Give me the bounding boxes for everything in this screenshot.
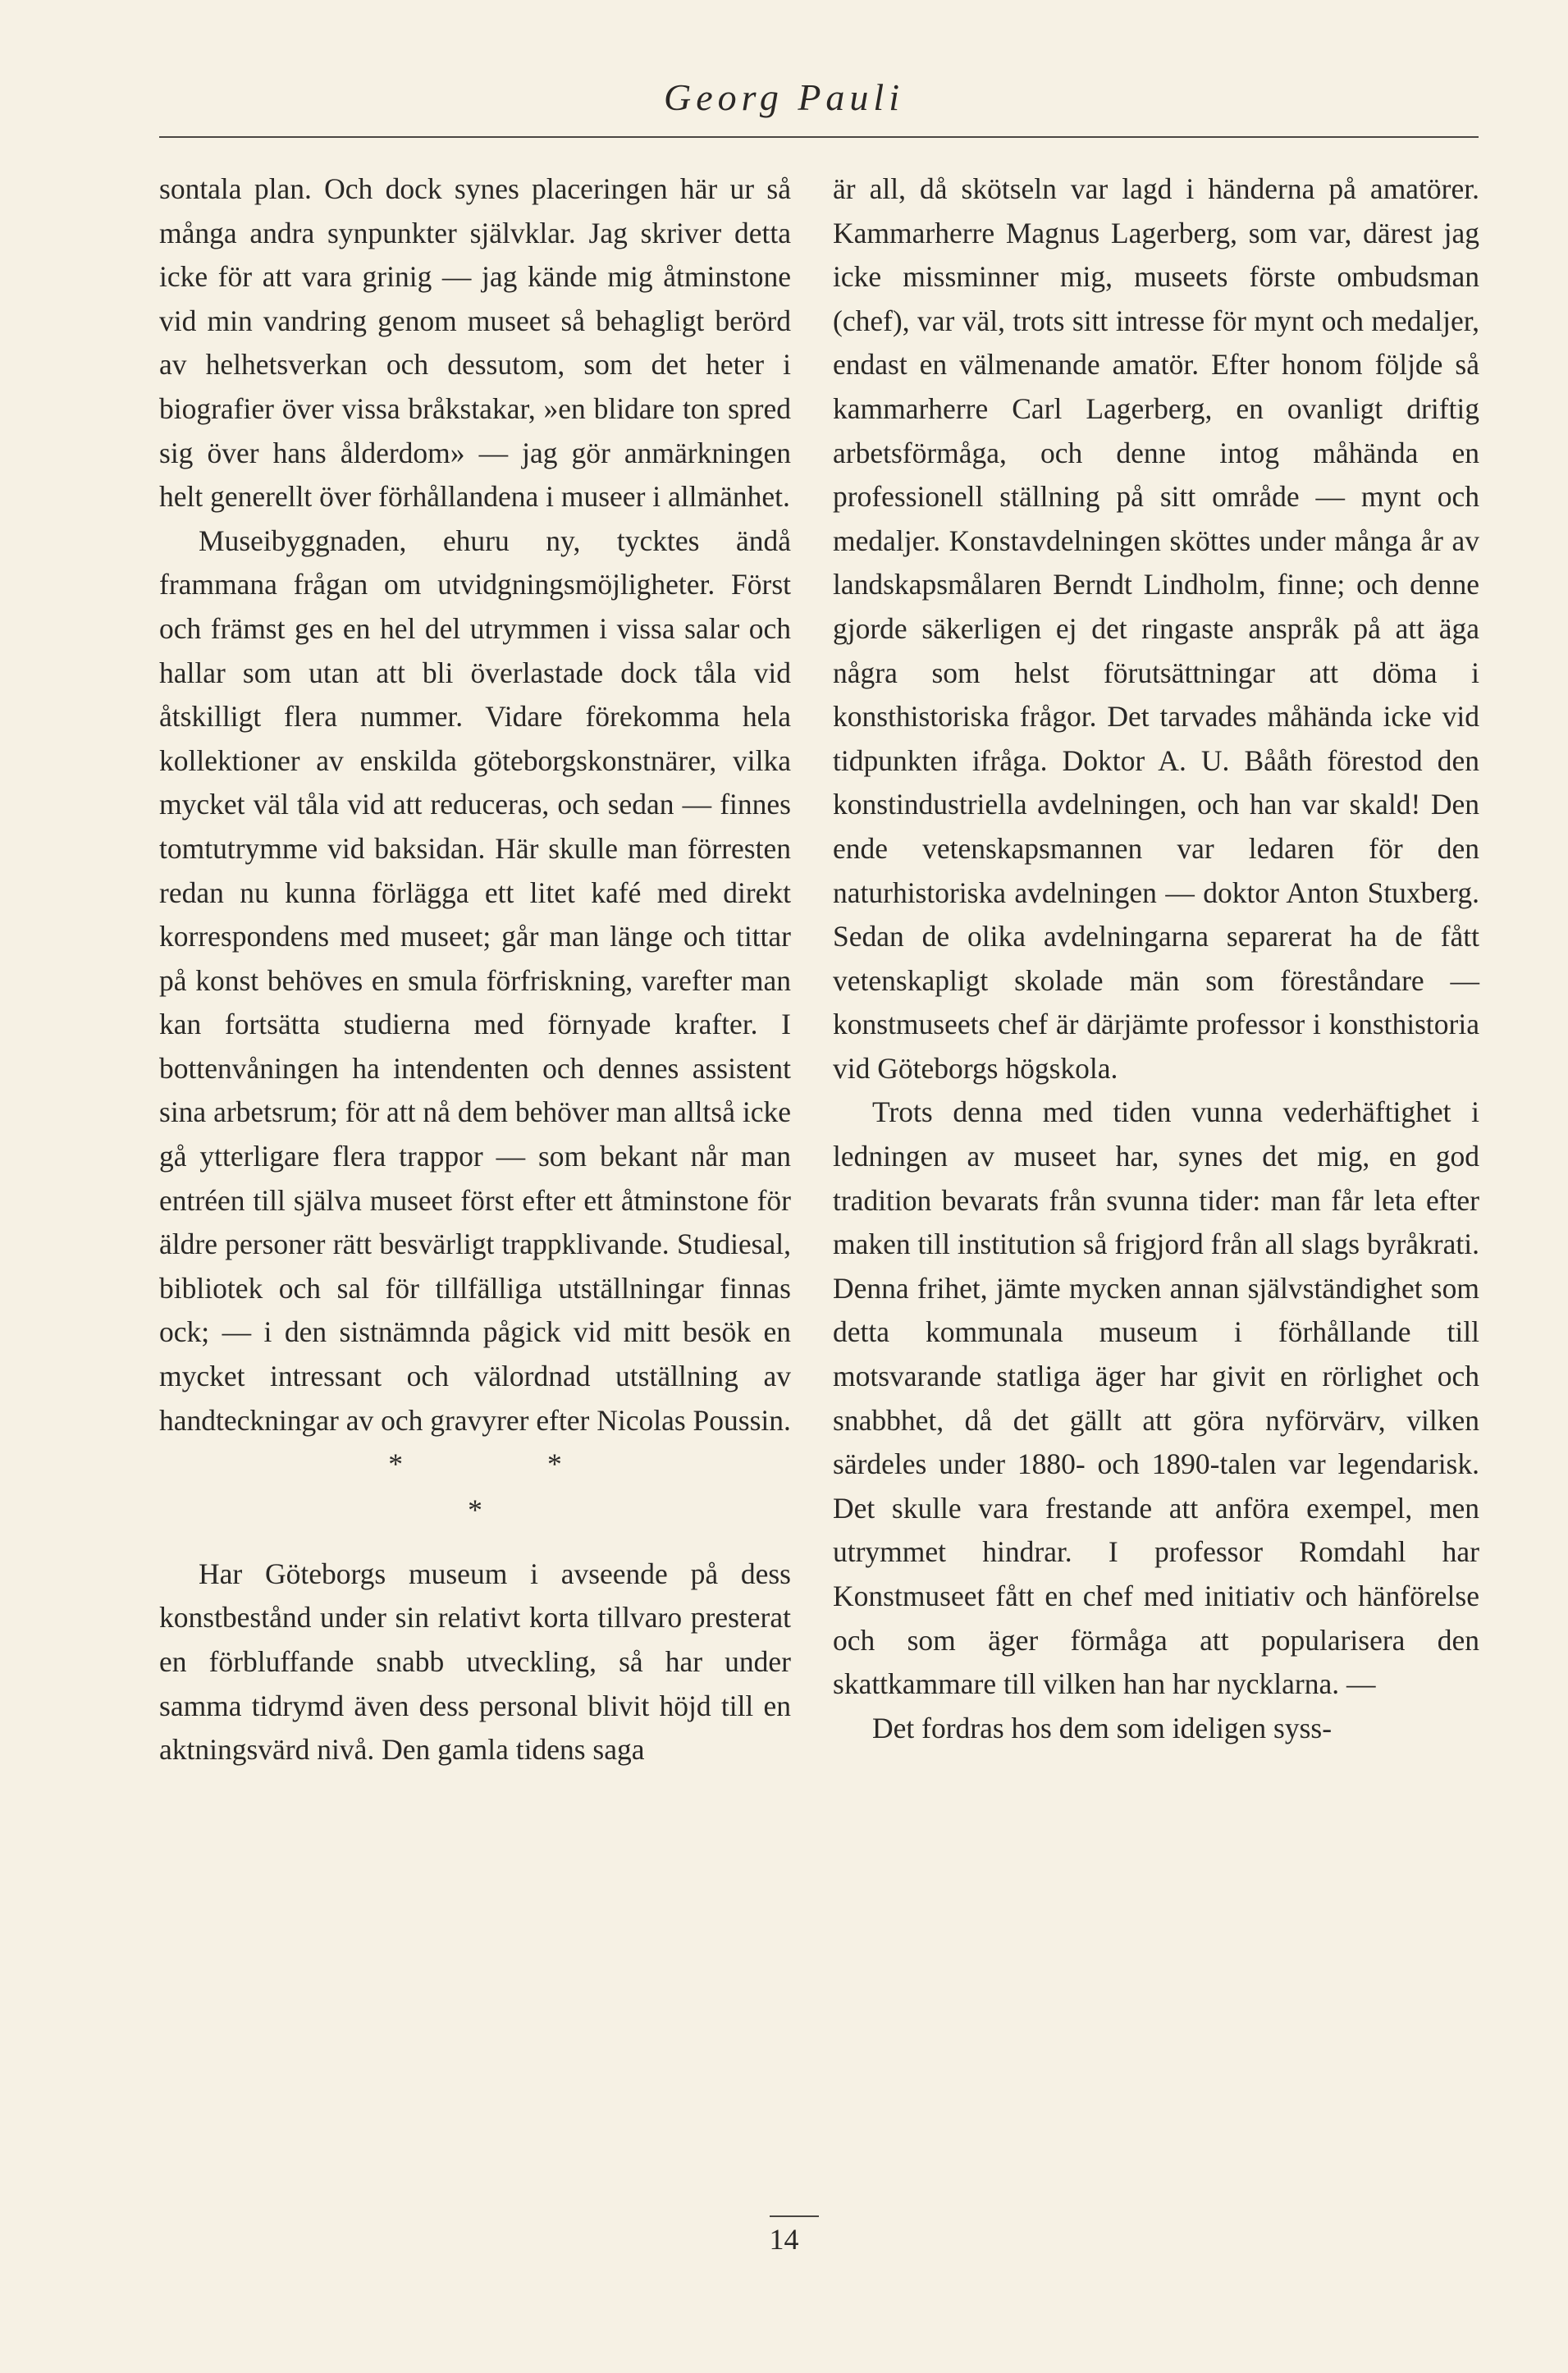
section-break-bottom [159, 1487, 791, 1552]
right-paragraph-3: Det fordras hos dem som ideligen syss- [872, 1711, 1333, 1744]
right-paragraph-2: Trots denna med tiden vunna vederhäftighet i ledningen av museet har, synes det mig, en god tradition bevarats från svunna tider: man får leta efter maken till institution så frigjord från all slags byråkrati. Denna frihet, jämte mycken annan självständighet som detta kommunala museum i förhållande till motsvarande statliga äger har givit en rörlighet och snabbhet, då det gällt att göra nyförvärv, vilken särdeles under 1880- och 1890-talen var legendarisk. Det skulle vara frestande att anföra exempel, men utrymmet hindrar. I professor Romdahl har Konstmuseet fått en chef med initiativ och hänförelse och som äger förmåga att popularisera den skattkammare till vilken han har nycklarna. — [833, 1095, 1479, 1701]
header-rule [159, 136, 1479, 138]
page-number: 14 [769, 2223, 799, 2256]
running-title: Georg Pauli [664, 76, 904, 118]
asterisk-center: * [468, 1493, 482, 1526]
left-paragraph-3: Har Göteborgs museum i avseende på dess konstbestånd under sin relativt korta tillvaro presterat en förbluffande snabb utveckling, så har under samma tidrymd även dess personal blivit höjd till en aktningsvärd nivå. Den gamla tidens saga [159, 1557, 791, 1767]
left-paragraph-1: sontala plan. Och dock synes placeringen här ur så många andra synpunkter självklar. Jag skriver detta icke för att vara grinig — jag kände mig åtminstone vid min vandring genom museet så behagligt berörd av helhetsverkan och dessutom, som det heter i biografier över vissa bråkstakar, »en blidare ton spred sig över hans ålderdom» — jag gör anmärkningen helt generellt över förhållandena i museer i allmänhet. [159, 172, 791, 514]
footer-rule [770, 2215, 819, 2217]
asterisk-right: * [547, 1447, 562, 1481]
left-column [159, 167, 791, 1772]
left-paragraph-2: Museibyggnaden, ehuru ny, tycktes ändå frammana frågan om utvidgningsmöjligheter. Först och främst ges en hel del utrymmen i vissa salar och hallar som utan att bli överlastade dock tåla vid åtskilligt flera nummer. Vidare förekomma hela kollektioner av enskilda göteborgskonstnärer, vilka mycket väl tåla vid att reduceras, och sedan — finnes tomtutrymme vid baksidan. Här skulle man förresten redan nu kunna förlägga ett litet kafé med direkt korrespondens med museet; går man länge och tittar på konst behöves en smula förfriskning, varefter man kan fortsätta studierna med förnyade krafter. I bottenvåningen ha intendenten och dennes assistent sina arbetsrum; för att nå dem behöver man alltså icke gå ytterligare flera trappor — som bekant når man entréen till själva museet först efter ett åtminstone för äldre personer rätt besvärligt trappklivande. Studiesal, bibliotek och sal för tillfälliga utställningar finnas ock; — i den sistnämnda pågick vid mitt besök en mycket intressant och välordnad utställning av handteckningar av och gravyrer efter Nicolas Poussin. [159, 524, 791, 1437]
section-break-top [159, 1443, 791, 1487]
right-column [833, 167, 1479, 1750]
asterisk-left: * [388, 1447, 403, 1481]
right-paragraph-1: är all, då skötseln var lagd i händerna på amatörer. Kammarherre Magnus Lagerberg, som var, därest jag icke missminner mig, museets förste ombudsman (chef), var väl, trots sitt intresse för mynt och medaljer, endast en välmenande amatör. Efter honom följde så kammarherre Carl Lagerberg, en ovanligt driftig arbetsförmåga, och denne intog måhända en professionell ställning på sitt område — mynt och medaljer. Konstavdelningen sköttes under många år av landskapsmålaren Berndt Lindholm, finne; och denne gjorde säkerligen ej det ringaste anspråk på att äga några som helst förutsättningar att döma i konsthistoriska frågor. Det tarvades måhända icke vid tidpunkten ifråga. Doktor A. U. Bååth förestod den konstindustriella avdelningen, och han var skald! Den ende vetenskapsmannen var ledaren för den naturhistoriska avdelningen — doktor Anton Stuxberg. Sedan de olika avdelningarna separerat ha de fått vetenskapligt skolade män som föreståndare — konstmuseets chef är därjämte professor i konsthistoria vid Göteborgs högskola. [833, 172, 1479, 1085]
